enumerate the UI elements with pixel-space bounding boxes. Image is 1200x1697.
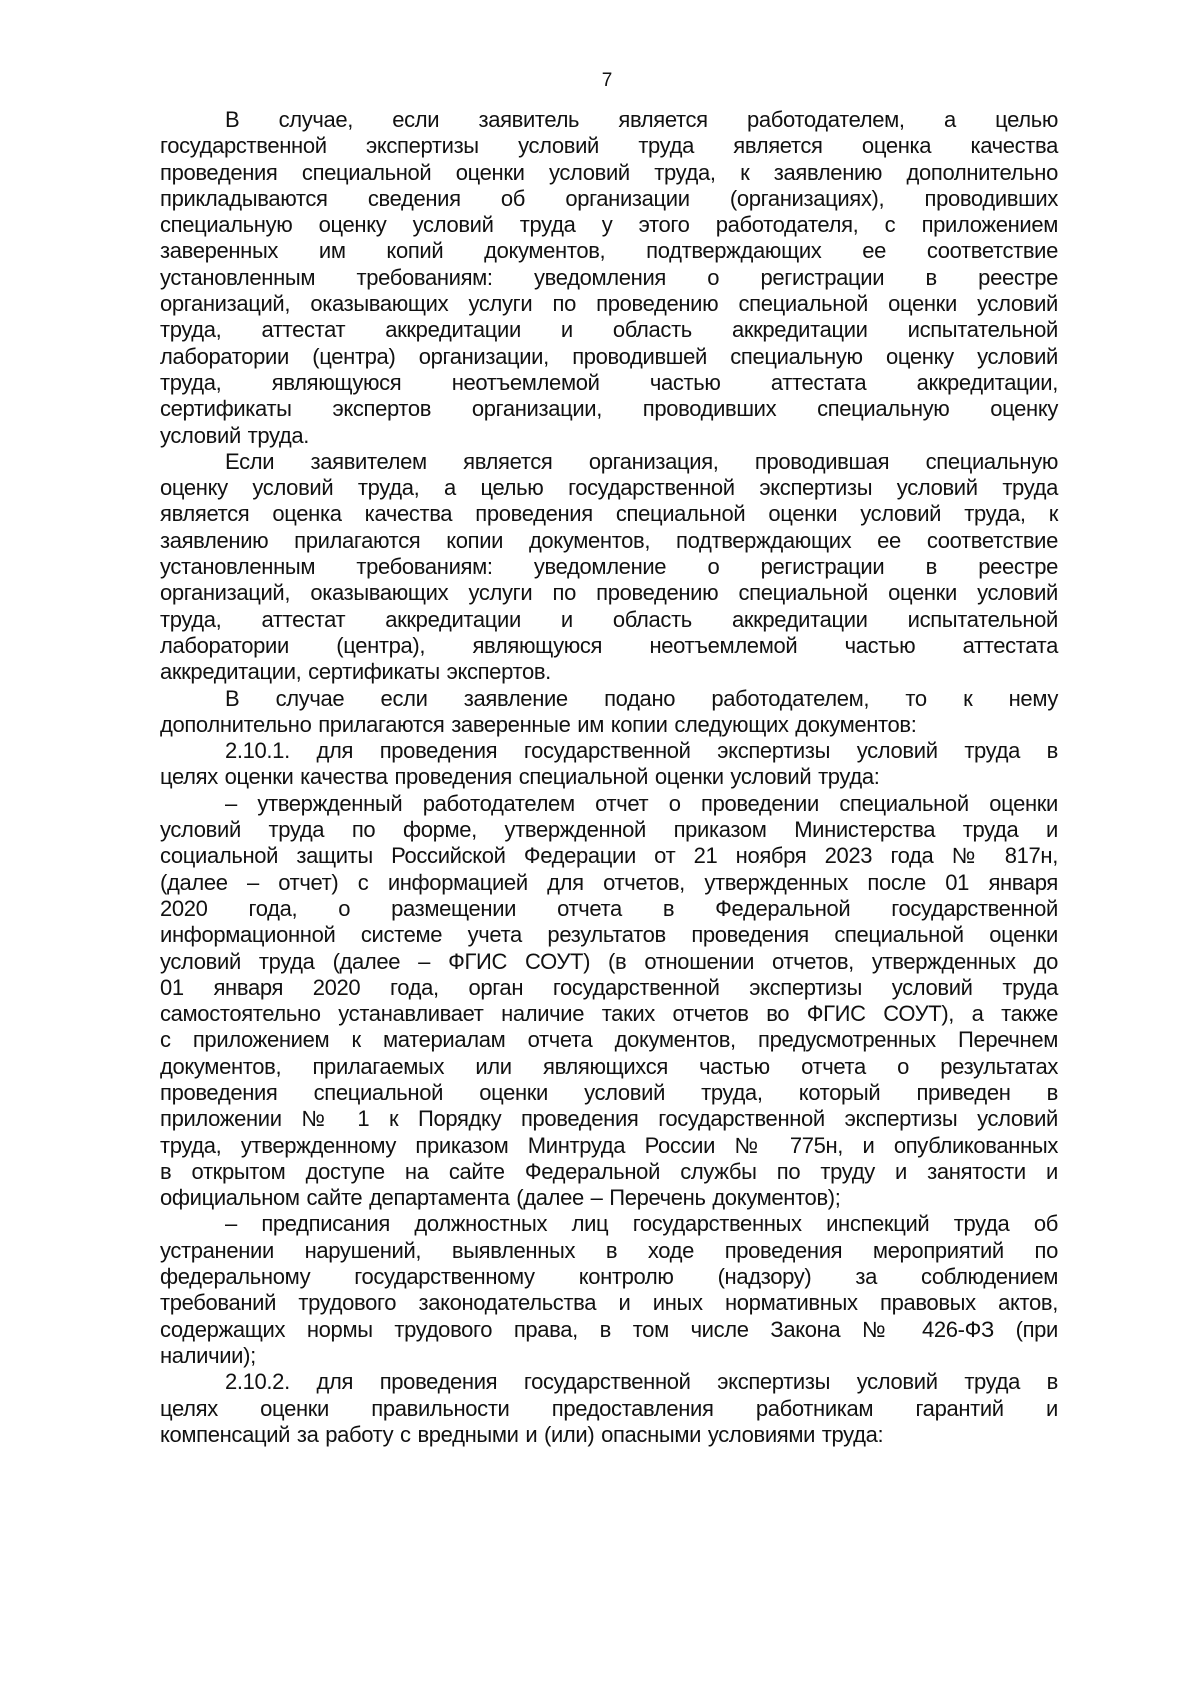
text-line: содержащих нормы трудового права, в том числе Закона № 426-ФЗ (при <box>160 1316 1058 1342</box>
text-line: Если заявителем является организация, проводившая специальную <box>225 448 1058 474</box>
document-body <box>160 107 1058 1448</box>
text-line: является оценка качества проведения специальной оценки условий труда, к <box>160 501 1058 527</box>
text-line: 01 января 2020 года, орган государственной экспертизы условий труда <box>160 974 1058 1000</box>
text-line: условий труда (далее – ФГИС СОУТ) (в отношении отчетов, утвержденных до <box>160 948 1058 974</box>
paragraph <box>160 449 1058 686</box>
text-line: труда, являющуюся неотъемлемой частью аттестата аккредитации, <box>160 369 1058 395</box>
paragraph <box>160 107 1058 449</box>
text-line: сертификаты экспертов организации, проводивших специальную оценку <box>160 396 1058 422</box>
text-line: устранении нарушений, выявленных в ходе проведения мероприятий по <box>160 1237 1058 1263</box>
text-line: (далее – отчет) с информацией для отчетов, утвержденных после 01 января <box>160 869 1058 895</box>
text-line: государственной экспертизы условий труда является оценка качества <box>160 133 1058 159</box>
text-line: 2020 года, о размещении отчета в Федеральной государственной <box>160 895 1058 921</box>
text-line: требований трудового законодательства и иных нормативных правовых актов, <box>160 1290 1058 1316</box>
text-line: лаборатории (центра), являющуюся неотъемлемой частью аттестата <box>160 632 1058 658</box>
text-line: 2.10.1. для проведения государственной экспертизы условий труда в <box>225 738 1058 764</box>
text-line: социальной защиты Российской Федерации от 21 ноября 2023 года № 817н, <box>160 843 1058 869</box>
text-line: приложении № 1 к Порядку проведения государственной экспертизы условий <box>160 1106 1058 1132</box>
text-line: документов, прилагаемых или являющихся частью отчета о результатах <box>160 1053 1058 1079</box>
text-line: компенсаций за работу с вредными и (или) опасными условиями труда: <box>160 1421 884 1447</box>
text-line: – утвержденный работодателем отчет о проведении специальной оценки <box>225 790 1058 816</box>
paragraph <box>160 791 1058 1212</box>
text-line: информационной системе учета результатов проведения специальной оценки <box>160 922 1058 948</box>
text-line: специальную оценку условий труда у этого работодателя, с приложением <box>160 212 1058 238</box>
paragraph <box>160 686 1058 739</box>
text-line: официальном сайте департамента (далее – Перечень документов); <box>160 1185 841 1211</box>
text-line: заверенных им копий документов, подтверждающих ее соответствие <box>160 238 1058 264</box>
text-line: организаций, оказывающих услуги по проведению специальной оценки условий <box>160 291 1058 317</box>
paragraph <box>160 1369 1058 1448</box>
paragraph <box>160 1211 1058 1369</box>
text-line: В случае, если заявитель является работодателем, а целью <box>225 107 1058 132</box>
text-line: самостоятельно устанавливает наличие таких отчетов во ФГИС СОУТ), а также <box>160 1001 1058 1027</box>
text-line: наличии); <box>160 1342 256 1368</box>
text-line: целях оценки качества проведения специальной оценки условий труда: <box>160 764 880 790</box>
text-line: оценку условий труда, а целью государственной экспертизы условий труда <box>160 475 1058 501</box>
text-line: прикладываются сведения об организации (организациях), проводивших <box>160 185 1058 211</box>
text-line: заявлению прилагаются копии документов, подтверждающих ее соответствие <box>160 527 1058 553</box>
text-line: – предписания должностных лиц государственных инспекций труда об <box>225 1211 1058 1237</box>
text-line: труда, утвержденному приказом Минтруда России № 775н, и опубликованных <box>160 1132 1058 1158</box>
text-line: организаций, оказывающих услуги по проведению специальной оценки условий <box>160 580 1058 606</box>
text-line: дополнительно прилагаются заверенные им копии следующих документов: <box>160 711 917 737</box>
text-line: труда, аттестат аккредитации и область аккредитации испытательной <box>160 606 1058 632</box>
text-line: установленным требованиям: уведомление о регистрации в реестре <box>160 554 1058 580</box>
page-number: 7 <box>601 70 613 91</box>
paragraph <box>160 738 1058 791</box>
text-line: аккредитации, сертификаты экспертов. <box>160 659 551 685</box>
text-line: В случае если заявление подано работодателем, то к нему <box>225 685 1058 711</box>
text-line: условий труда. <box>160 422 310 448</box>
text-line: с приложением к материалам отчета документов, предусмотренных Перечнем <box>160 1027 1058 1053</box>
text-line: в открытом доступе на сайте Федеральной службы по труду и занятости и <box>160 1158 1058 1184</box>
text-line: лаборатории (центра) организации, проводившей специальную оценку условий <box>160 343 1058 369</box>
text-line: 2.10.2. для проведения государственной экспертизы условий труда в <box>225 1369 1058 1395</box>
text-line: целях оценки правильности предоставления работникам гарантий и <box>160 1395 1058 1421</box>
text-line: условий труда по форме, утвержденной приказом Министерства труда и <box>160 817 1058 843</box>
text-line: проведения специальной оценки условий труда, который приведен в <box>160 1079 1058 1105</box>
text-line: федеральному государственному контролю (надзору) за соблюдением <box>160 1264 1058 1290</box>
text-line: установленным требованиям: уведомления о регистрации в реестре <box>160 264 1058 290</box>
text-line: труда, аттестат аккредитации и область аккредитации испытательной <box>160 317 1058 343</box>
text-line: проведения специальной оценки условий труда, к заявлению дополнительно <box>160 159 1058 185</box>
